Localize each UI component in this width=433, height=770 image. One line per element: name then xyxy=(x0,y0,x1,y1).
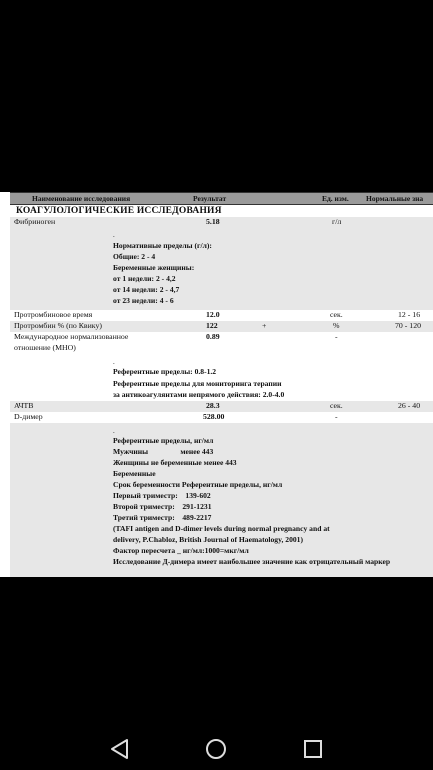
note-line: Первый триместр: 139-602 xyxy=(113,491,211,500)
dot-marker: . xyxy=(113,231,115,239)
test-name-line1: Международное нормализованное xyxy=(14,332,129,341)
header-unit: Ед. изм. xyxy=(322,194,349,203)
test-name: АЧТВ xyxy=(14,401,34,410)
abnormal-flag: + xyxy=(262,321,267,330)
note-line: delivery, P.Chabloz, British Journal of Haematology, 2001) xyxy=(113,535,303,544)
row-aptt xyxy=(10,401,433,412)
note-line: от 23 недели: 4 - 6 xyxy=(113,296,174,305)
android-nav-bar xyxy=(0,700,433,770)
test-name: Фибриноген xyxy=(14,217,56,226)
note-line: Референтные пределы, нг/мл xyxy=(113,436,214,445)
row-prothrombin-quick xyxy=(10,321,433,332)
dot-marker: . xyxy=(113,358,115,366)
note-line: Фактор пересчета _ нг/мл:1000=мкг/мл xyxy=(113,546,249,555)
test-name: Протромбин % (по Квику) xyxy=(14,321,102,330)
note-line: (TAFI antigen and D-dimer levels during normal pregnancy and at xyxy=(113,524,330,533)
row-fibrinogen xyxy=(10,217,433,228)
table-header xyxy=(10,192,433,205)
test-value: 28.3 xyxy=(206,401,220,410)
square-recents-icon[interactable] xyxy=(302,738,324,760)
header-normal: Нормальные зна xyxy=(366,194,424,203)
header-result: Результат xyxy=(193,194,227,203)
test-ref: 12 - 16 xyxy=(398,310,421,319)
test-value: 122 xyxy=(206,321,218,330)
row-inr xyxy=(10,332,433,354)
note-line: Мужчины менее 443 xyxy=(113,447,214,456)
note-line: Женщины не беременные менее 443 xyxy=(113,458,237,467)
section-title: КОАГУЛОЛОГИЧЕСКИЕ ИССЛЕДОВАНИЯ xyxy=(16,206,222,216)
test-unit: - xyxy=(335,412,338,421)
test-value: 0.89 xyxy=(206,332,220,341)
test-unit: сек. xyxy=(330,310,343,319)
test-unit: сек. xyxy=(330,401,343,410)
header-name: Наименование исследования xyxy=(32,194,131,203)
test-unit: г/л xyxy=(332,217,342,226)
note-line: Нормативные пределы (г/л): xyxy=(113,241,212,250)
test-value: 5.18 xyxy=(206,217,220,226)
note-line: Общие: 2 - 4 xyxy=(113,252,156,261)
test-name-line2: отношение (МНО) xyxy=(14,343,76,352)
note-line: за антикоагулянтами непрямого действия: 2.0-4.0 xyxy=(113,390,285,399)
note-line: от 1 недели: 2 - 4,2 xyxy=(113,274,176,283)
triangle-back-icon[interactable] xyxy=(109,738,131,760)
note-line: Срок беременности Референтные пределы, нг/мл xyxy=(113,480,283,489)
note-line: Референтные пределы для мониторинга терапии xyxy=(113,379,282,388)
test-unit: % xyxy=(333,321,340,330)
notes-fibrinogen-bg xyxy=(10,228,433,310)
note-line: Исследование Д-димера имеет наибольшее значение как отрицательный маркер xyxy=(113,557,391,566)
row-prothrombin-time xyxy=(10,310,433,321)
note-line: Второй триместр: 291-1231 xyxy=(113,502,212,511)
test-ref: 26 - 40 xyxy=(398,401,421,410)
test-ref: 70 - 120 xyxy=(395,321,421,330)
test-value: 528.00 xyxy=(203,412,225,421)
row-d-dimer xyxy=(10,412,433,423)
note-line: от 14 недели: 2 - 4,7 xyxy=(113,285,180,294)
note-line: Третий триместр: 489-2217 xyxy=(113,513,212,522)
test-value: 12.0 xyxy=(206,310,220,319)
test-name: D-димер xyxy=(14,412,43,421)
note-line: Беременные женщины: xyxy=(113,263,195,272)
test-unit: - xyxy=(335,332,338,341)
lab-report-page xyxy=(0,192,433,577)
test-name: Протромбиновое время xyxy=(14,310,93,319)
note-line: Референтные пределы: 0.8-1.2 xyxy=(113,367,217,376)
circle-home-icon[interactable] xyxy=(205,738,227,760)
dot-marker: . xyxy=(113,427,115,435)
note-line: Беременные xyxy=(113,469,156,478)
